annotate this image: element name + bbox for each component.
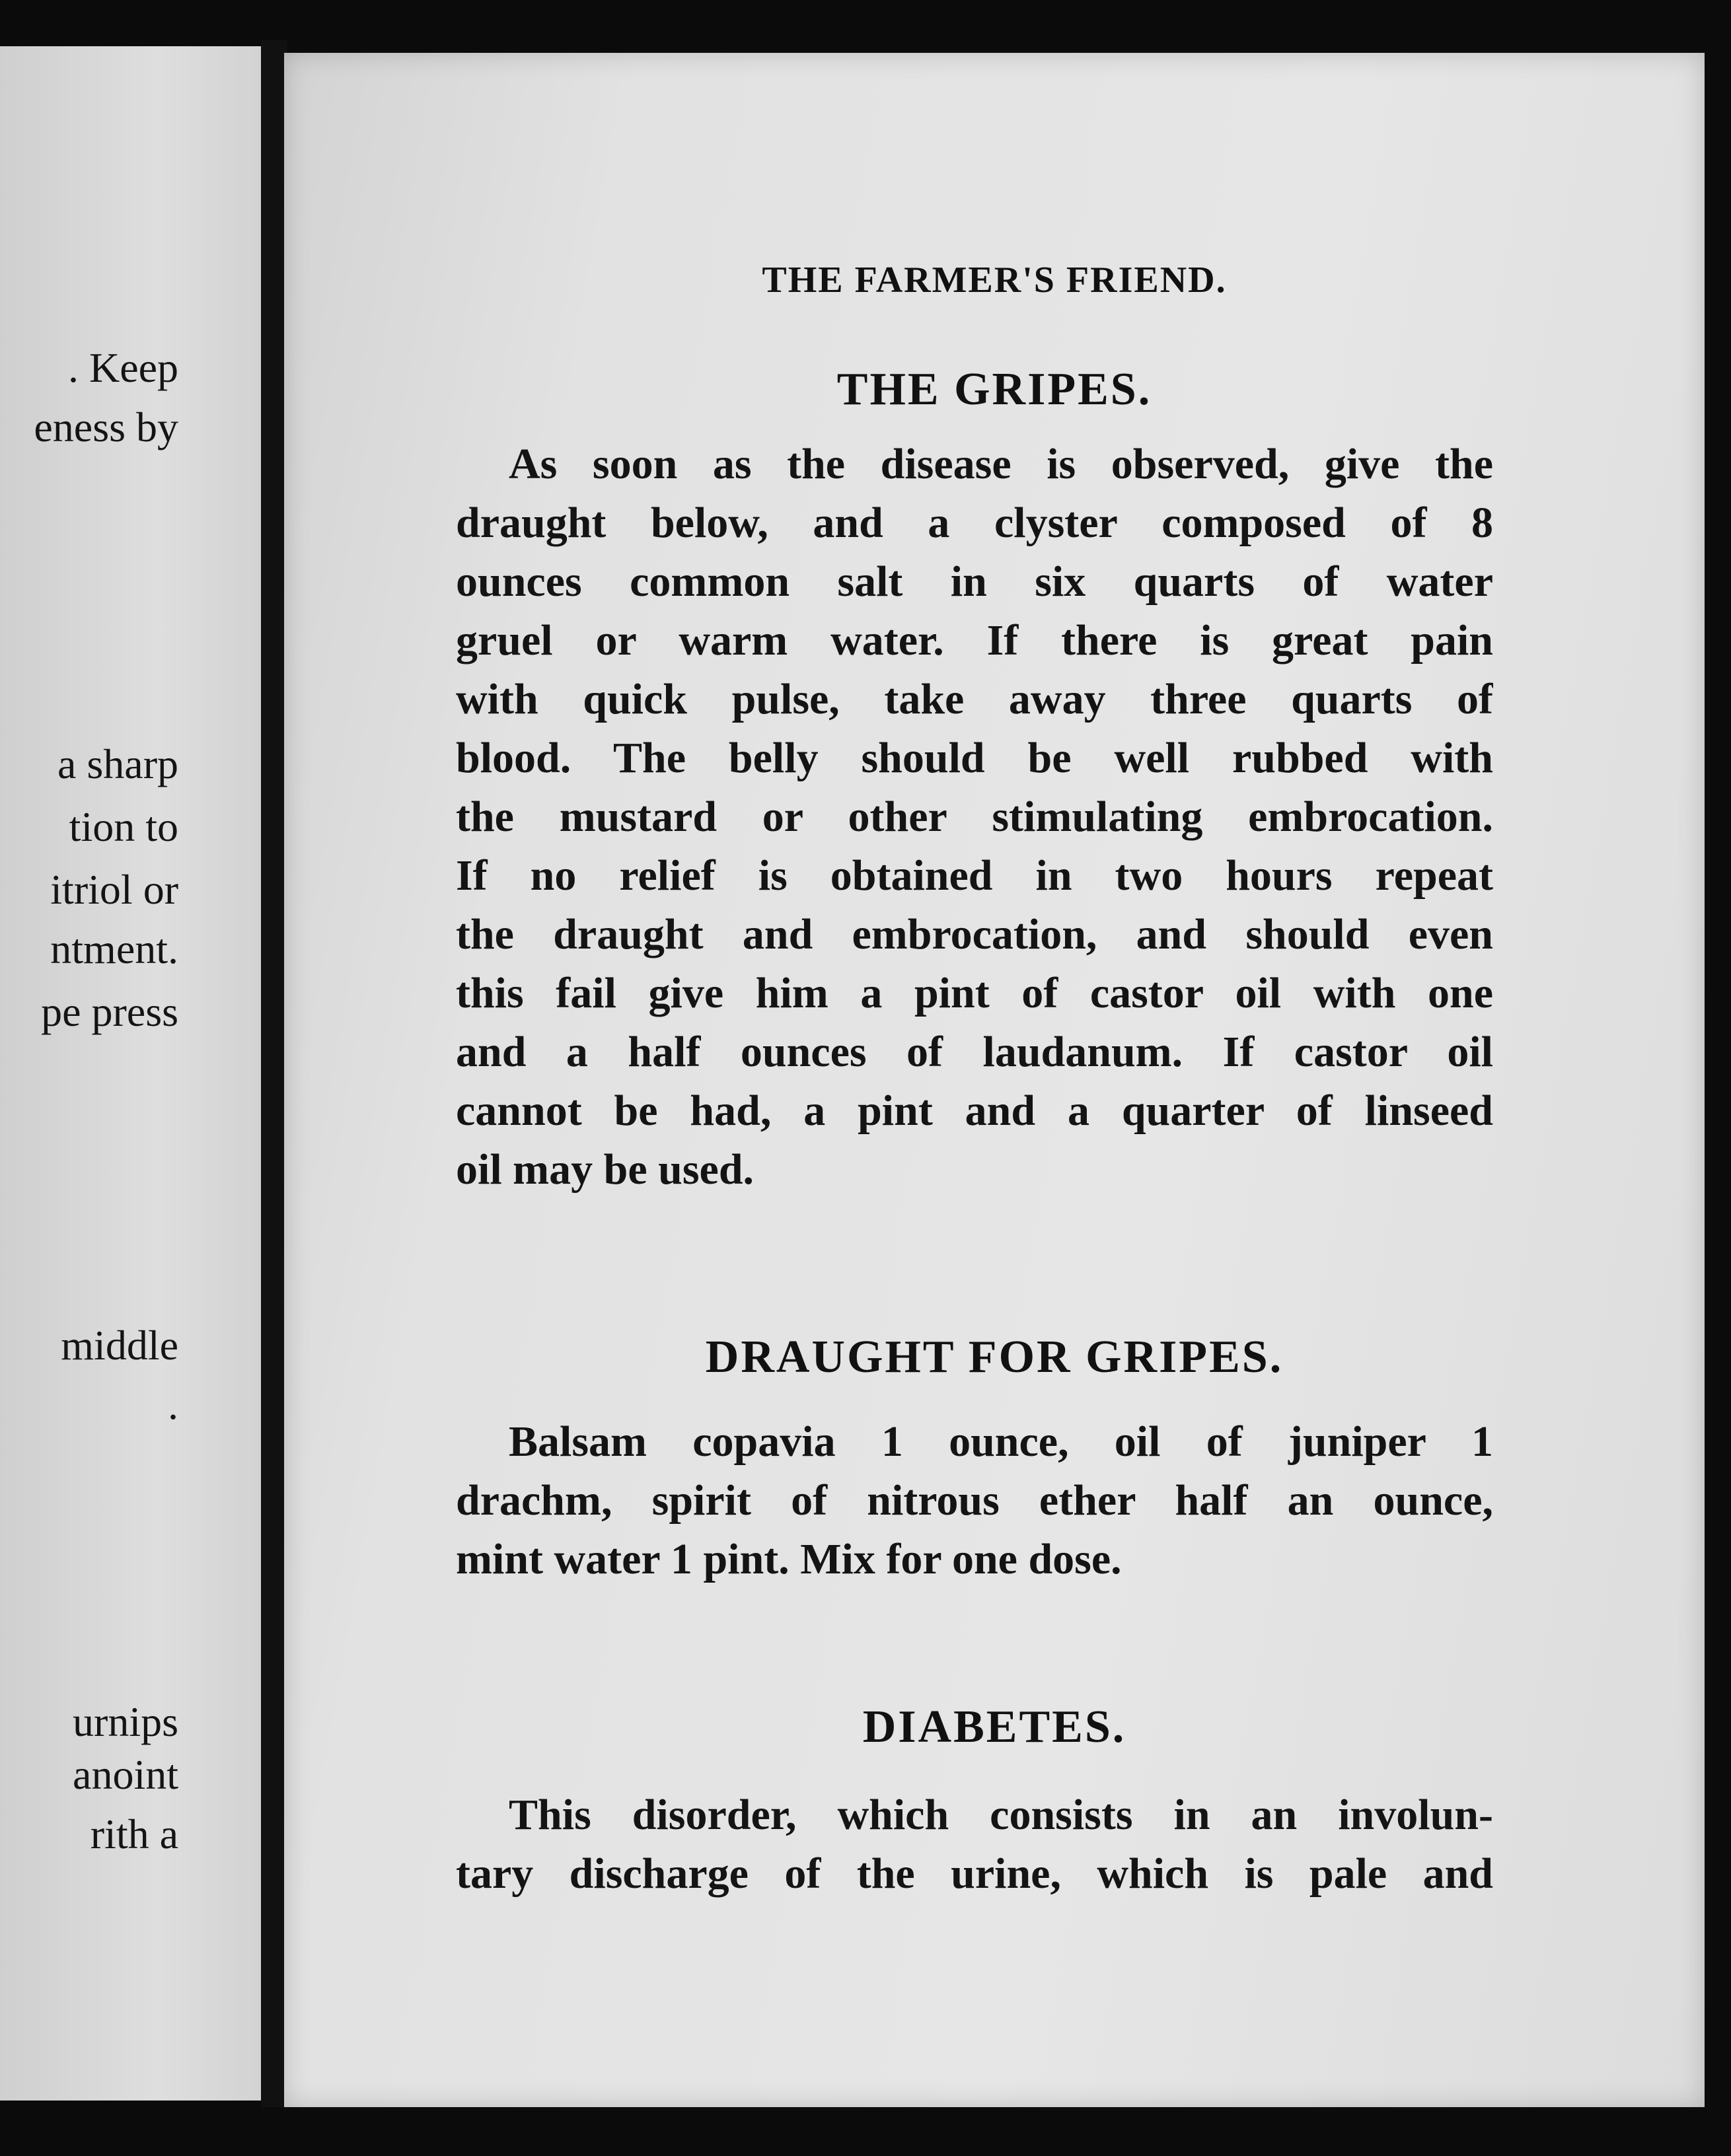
section-title-draught: DRAUGHT FOR GRIPES. bbox=[705, 1332, 1284, 1383]
body-text-line: draught below, and a clyster composed of 8 bbox=[456, 499, 1493, 547]
body-text-line: the mustard or other stimulating embrocation. bbox=[456, 793, 1493, 841]
section-title-gripes: THE GRIPES. bbox=[836, 364, 1152, 415]
body-text-line: blood. The belly should be well rubbed with bbox=[456, 734, 1493, 782]
previous-page-fragment bbox=[0, 46, 264, 2101]
left-page-line: urnips bbox=[73, 1698, 178, 1745]
left-page-line: ntment. bbox=[50, 925, 178, 972]
body-text-line: If no relief is obtained in two hours repeat bbox=[456, 851, 1493, 900]
book-page bbox=[284, 53, 1705, 2107]
left-page-line: anoint bbox=[73, 1751, 178, 1798]
body-text-line: mint water 1 pint. Mix for one dose. bbox=[456, 1535, 1122, 1583]
left-page-line: tion to bbox=[69, 803, 178, 850]
body-text-line: tary discharge of the urine, which is pale and bbox=[456, 1850, 1493, 1898]
body-text-line: cannot be had, a pint and a quarter of linseed bbox=[456, 1087, 1493, 1135]
body-text-line: As soon as the disease is observed, give the bbox=[509, 440, 1493, 488]
body-text-line: with quick pulse, take away three quarts of bbox=[456, 675, 1493, 723]
section-title-diabetes: DIABETES. bbox=[862, 1702, 1126, 1752]
left-page-line: . Keep bbox=[67, 344, 178, 391]
left-page-line: middle bbox=[61, 1322, 178, 1369]
body-text-line: drachm, spirit of nitrous ether half an ounce, bbox=[456, 1476, 1493, 1525]
left-page-line: eness by bbox=[34, 404, 178, 450]
body-text-line: this fail give him a pint of castor oil with one bbox=[456, 969, 1493, 1017]
body-text-line: and a half ounces of laudanum. If castor oil bbox=[456, 1028, 1493, 1076]
left-page-line: rith a bbox=[90, 1811, 178, 1857]
running-head: THE FARMER'S FRIEND. bbox=[762, 260, 1227, 301]
body-text-line: ounces common salt in six quarts of water bbox=[456, 557, 1493, 606]
left-page-line: itriol or bbox=[50, 866, 178, 913]
body-text-line: This disorder, which consists in an involun- bbox=[509, 1791, 1493, 1839]
body-text-line: Balsam copavia 1 ounce, oil of juniper 1 bbox=[509, 1418, 1493, 1466]
book-gutter bbox=[261, 40, 287, 2107]
body-text-line: oil may be used. bbox=[456, 1145, 755, 1194]
body-text-line: gruel or warm water. If there is great pain bbox=[456, 616, 1493, 665]
left-page-line: a sharp bbox=[57, 740, 178, 787]
left-page-line: pe press bbox=[41, 988, 178, 1035]
body-text-line: the draught and embrocation, and should even bbox=[456, 910, 1493, 958]
left-page-line: . bbox=[168, 1381, 178, 1428]
